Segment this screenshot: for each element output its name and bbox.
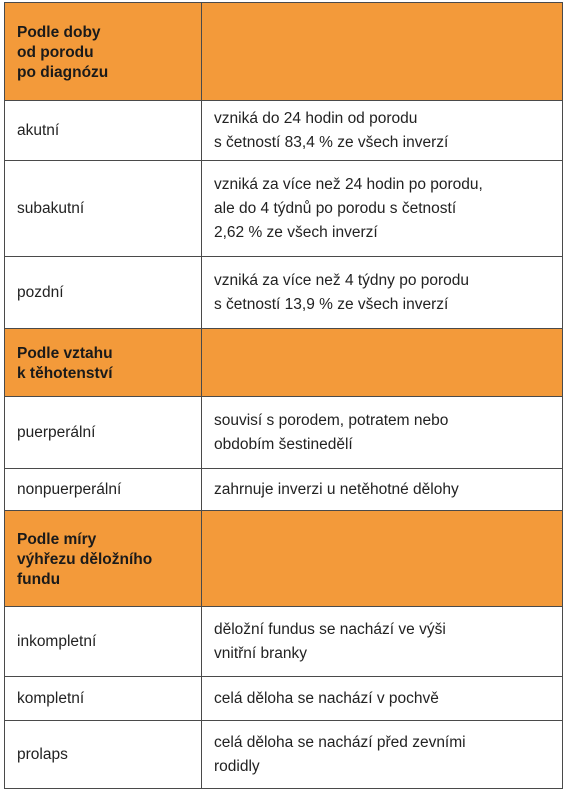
term-cell: subakutní xyxy=(5,161,202,257)
description-cell: souvisí s porodem, potratem nebo obdobím šestinedělí xyxy=(202,397,563,469)
section-header-row xyxy=(5,511,563,607)
classification-table xyxy=(4,2,563,789)
term-cell: inkompletní xyxy=(5,607,202,677)
table-row xyxy=(5,469,563,511)
description-cell: děložní fundus se nachází ve výši vnitřní branky xyxy=(202,607,563,677)
term-cell: pozdní xyxy=(5,257,202,329)
description-cell: vzniká do 24 hodin od porodu s četností 83,4 % ze všech inverzí xyxy=(202,101,563,161)
table-row xyxy=(5,257,563,329)
table-row xyxy=(5,161,563,257)
description-cell: vzniká za více než 4 týdny po porodu s četností 13,9 % ze všech inverzí xyxy=(202,257,563,329)
term-cell: prolaps xyxy=(5,721,202,789)
section-heading-empty-cell xyxy=(202,511,563,607)
section-heading-empty-cell xyxy=(202,329,563,397)
classification-table-container xyxy=(4,2,562,789)
term-cell: akutní xyxy=(5,101,202,161)
term-cell: puerperální xyxy=(5,397,202,469)
table-row xyxy=(5,677,563,721)
description-cell: celá děloha se nachází před zevními rodidly xyxy=(202,721,563,789)
table-row xyxy=(5,721,563,789)
section-heading-empty-cell xyxy=(202,3,563,101)
section-heading: Podle míry výhřezu děložního fundu xyxy=(5,511,202,607)
description-cell: celá děloha se nachází v pochvě xyxy=(202,677,563,721)
section-header-row xyxy=(5,329,563,397)
section-header-row xyxy=(5,3,563,101)
term-cell: kompletní xyxy=(5,677,202,721)
table-row xyxy=(5,101,563,161)
section-heading: Podle vztahu k těhotenství xyxy=(5,329,202,397)
table-row xyxy=(5,607,563,677)
section-heading: Podle doby od porodu po diagnózu xyxy=(5,3,202,101)
description-cell: vzniká za více než 24 hodin po porodu, ale do 4 týdnů po porodu s četností 2,62 % ze všech inverzí xyxy=(202,161,563,257)
term-cell: nonpuerperální xyxy=(5,469,202,511)
description-cell: zahrnuje inverzi u netěhotné dělohy xyxy=(202,469,563,511)
table-row xyxy=(5,397,563,469)
